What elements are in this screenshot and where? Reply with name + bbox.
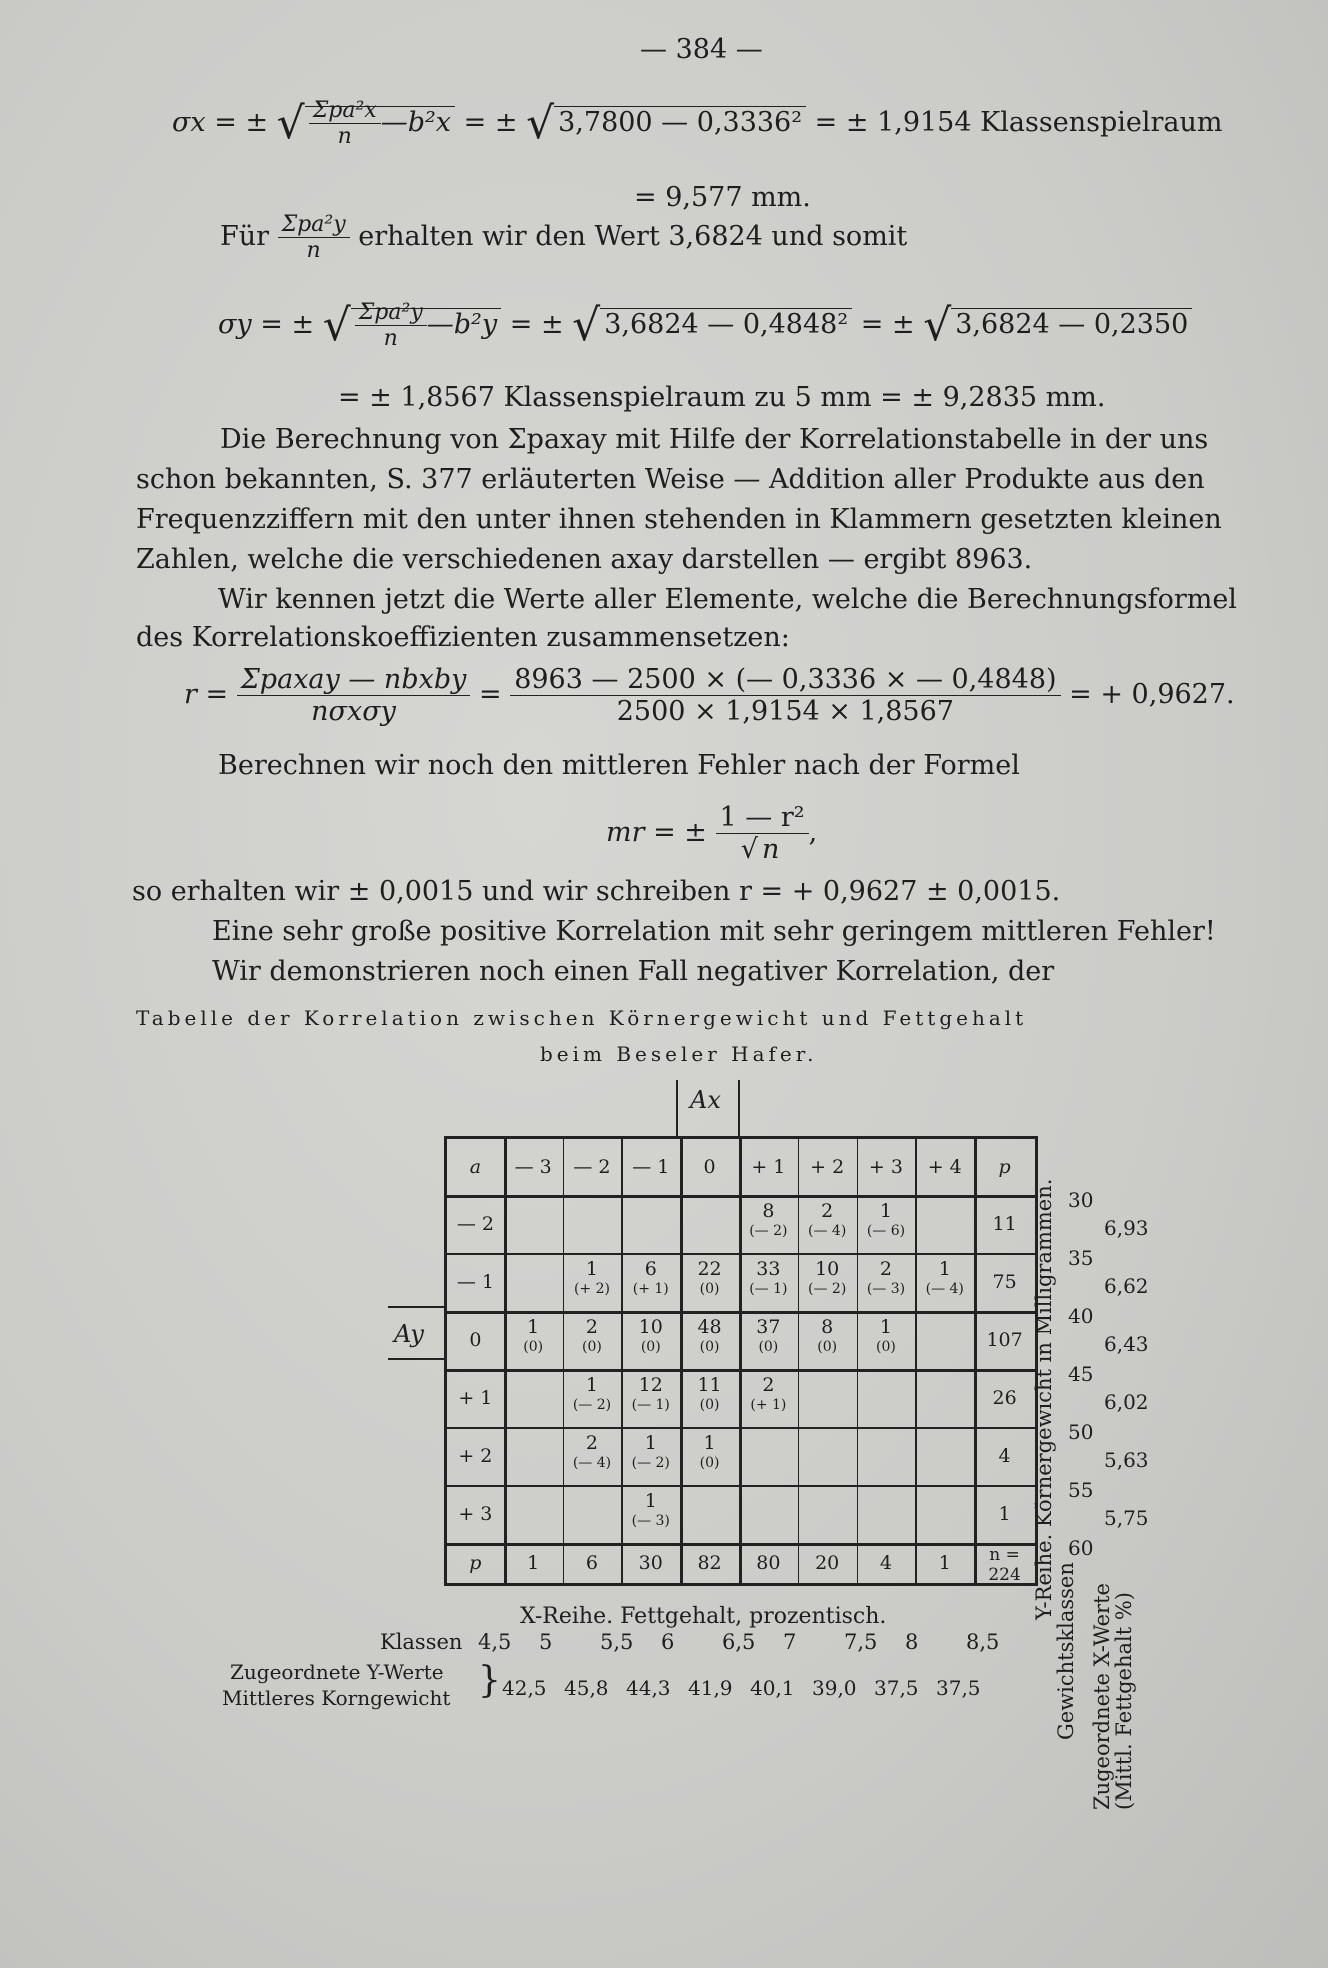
- klassen-value: 5: [539, 1630, 553, 1654]
- fuer-line: [220, 212, 907, 263]
- right-value: 6,02: [1104, 1390, 1149, 1414]
- equation-sigma-y: σy = ± √ $\frac{\text{Σpa²y}}{n}$ —b²y = ± √ 3,6824 — 0,4848² = ± √ 3,6824 — 0,2350: [218, 300, 1192, 351]
- ay-label: Ay: [394, 1320, 424, 1348]
- klassen-value: 5,5: [600, 1630, 634, 1654]
- table-cell: 8 (0): [817, 1316, 838, 1355]
- eqy-lhs: σy = ±: [218, 309, 315, 340]
- eqm-comma: ,: [808, 817, 818, 848]
- table-cell: 2 (— 3): [866, 1258, 906, 1297]
- eqy-frac-num: Σpa²y: [355, 300, 427, 326]
- para1-line3: Frequenzziffern mit den unter ihnen stehenden in Klammern gesetzten kleinen: [136, 504, 1222, 535]
- table-cell: 1 (— 2): [572, 1374, 612, 1413]
- klassen-value: 6: [661, 1630, 675, 1654]
- ax-label: Ax: [690, 1086, 721, 1114]
- col-total: 30: [638, 1552, 663, 1574]
- col-header: 0: [703, 1156, 716, 1178]
- eqr-num2: 8963 — 2500 × (— 0,3336 × — 0,4848): [510, 664, 1060, 696]
- table-cell: 10 (— 2): [808, 1258, 847, 1297]
- table-cell: 2 (+ 1): [750, 1374, 787, 1413]
- table-cell: 1 (— 6): [866, 1200, 906, 1239]
- zug-y-value: 37,5: [874, 1676, 919, 1700]
- fuer-prefix: Für: [220, 221, 270, 252]
- table-cell: 1 (— 3): [631, 1490, 670, 1529]
- eq-lhs: σx = ±: [172, 107, 269, 138]
- vertical-gewichtsklassen: Gewichtsklassen: [1054, 1562, 1078, 1740]
- table-cell: 6 (+ 1): [632, 1258, 669, 1297]
- row-total: 1: [998, 1503, 1011, 1525]
- eq-sqrt-arg: 3,7800 — 0,3336²: [554, 106, 806, 138]
- table-cell: 2 (— 4): [808, 1200, 847, 1239]
- row-header: + 2: [458, 1445, 493, 1467]
- eqr-den1: nσxσy: [311, 696, 396, 727]
- table-cell: 12 (— 1): [631, 1374, 670, 1413]
- para4: so erhalten wir ± 0,0015 und wir schreiben r = + 0,9627 ± 0,0015.: [132, 876, 1061, 907]
- table-cell: 1 (0): [876, 1316, 896, 1355]
- table-cell: 1 (+ 2): [573, 1258, 610, 1297]
- brace-icon: }: [478, 1660, 501, 1701]
- para1-line2: schon bekannten, S. 377 erläuterten Weise — Addition aller Produkte aus den: [136, 464, 1205, 495]
- klassen-label: Klassen: [380, 1630, 463, 1654]
- eqy-mid2: = ±: [860, 309, 915, 340]
- eq-minus: —b²x: [380, 107, 452, 138]
- eqy-minus: —b²y: [426, 309, 498, 340]
- table-cell: 22 (0): [697, 1258, 722, 1297]
- row-total: 11: [992, 1213, 1017, 1235]
- row-header: — 1: [456, 1271, 494, 1293]
- equation-r: [184, 664, 1235, 727]
- table-cell: 1 (— 4): [925, 1258, 964, 1297]
- right-class: 35: [1068, 1246, 1094, 1270]
- table-title-1: Tabelle der Korrelation zwischen Körnergewicht und Fettgehalt: [136, 1006, 1028, 1030]
- right-class: 60: [1068, 1536, 1094, 1560]
- para6: Wir demonstrieren noch einen Fall negativer Korrelation, der: [212, 956, 1055, 987]
- eqr-result: = + 0,9627.: [1069, 679, 1235, 710]
- zug-y-value: 40,1: [750, 1676, 795, 1700]
- table-cell: 2 (0): [582, 1316, 602, 1355]
- zug-y-value: 41,9: [688, 1676, 733, 1700]
- right-value: 5,63: [1104, 1448, 1149, 1472]
- para1-line4: Zahlen, welche die verschiedenen axay darstellen — ergibt 8963.: [136, 544, 1033, 575]
- right-value: 6,43: [1104, 1332, 1149, 1356]
- p-header: p: [998, 1156, 1011, 1178]
- vertical-y-reihe: Y-Reihe. Körnergewicht in Milligrammen.: [1032, 1178, 1056, 1620]
- col-total: 20: [815, 1552, 840, 1574]
- eqm-num: 1 — r²: [716, 802, 809, 834]
- para1-line1: Die Berechnung von Σpaxay mit Hilfe der Korrelationstabelle in der uns: [220, 424, 1209, 455]
- eqy-mid: = ±: [509, 309, 564, 340]
- zug-y-value: 39,0: [812, 1676, 857, 1700]
- col-total: 1: [527, 1552, 540, 1574]
- col-header: + 1: [751, 1156, 786, 1178]
- col-header: — 3: [514, 1156, 552, 1178]
- col-header: + 3: [868, 1156, 903, 1178]
- fuer-frac-num: Σpa²y: [278, 212, 350, 238]
- col-header: — 2: [573, 1156, 611, 1178]
- table-cell: 1 (— 2): [631, 1432, 670, 1471]
- zug-y-label-1: Zugeordnete Y-Werte: [230, 1660, 444, 1684]
- equation-mr: mr = ± $\frac{\text{1 — r²}}{√ n}$ ,: [606, 802, 818, 865]
- correlation-table: [444, 1136, 1038, 1586]
- klassen-value: 8,5: [966, 1630, 1000, 1654]
- right-class: 30: [1068, 1188, 1094, 1212]
- klassen-value: 7: [783, 1630, 797, 1654]
- table-cell: 10 (0): [638, 1316, 663, 1355]
- right-value: 6,93: [1104, 1216, 1149, 1240]
- page-number: — 384 —: [640, 34, 763, 65]
- table-cell: 1 (0): [699, 1432, 720, 1471]
- eq-frac-num: Σpa²x: [309, 98, 381, 124]
- col-total: 80: [756, 1552, 781, 1574]
- klassen-value: 4,5: [478, 1630, 512, 1654]
- table-cell: 1 (0): [523, 1316, 544, 1355]
- right-class: 40: [1068, 1304, 1094, 1328]
- n-total: n = 224: [988, 1545, 1021, 1585]
- col-header: — 1: [632, 1156, 670, 1178]
- para2-line2: des Korrelationskoeffizienten zusammensetzen:: [136, 622, 790, 653]
- col-total: 4: [879, 1552, 892, 1574]
- table-cell: 2 (— 4): [572, 1432, 612, 1471]
- para2-line1: Wir kennen jetzt die Werte aller Elemente, welche die Berechnungsformel: [218, 584, 1237, 615]
- col-header: + 4: [927, 1156, 962, 1178]
- row-total: 107: [986, 1329, 1023, 1351]
- eqr-lhs: r =: [184, 679, 229, 710]
- col-total: 1: [938, 1552, 951, 1574]
- eqr-den2: 2500 × 1,9154 × 1,8567: [616, 696, 954, 727]
- fuer-frac-den: n: [306, 238, 321, 263]
- right-class: 45: [1068, 1362, 1094, 1386]
- table-corner: a: [469, 1156, 482, 1178]
- zug-y-value: 42,5: [502, 1676, 547, 1700]
- row-header: + 1: [458, 1387, 493, 1409]
- table-cell: 8 (— 2): [749, 1200, 788, 1239]
- col-header: + 2: [810, 1156, 845, 1178]
- col-total: 82: [697, 1552, 722, 1574]
- klassen-value: 6,5: [722, 1630, 756, 1654]
- eqy-sqrt-arg1: 3,6824 — 0,4848²: [600, 308, 852, 340]
- row-total: 4: [998, 1445, 1011, 1467]
- eq-frac-den: n: [337, 124, 352, 149]
- zug-y-label-2: Mittleres Korngewicht: [222, 1686, 451, 1710]
- eqr-num1: Σpaxay — nbxby: [237, 664, 471, 696]
- eq-result: = ± 1,9154 Klassenspielraum: [814, 107, 1223, 138]
- equation-sigma-x-line2: = 9,577 mm.: [634, 182, 811, 213]
- row-total: 75: [992, 1271, 1017, 1293]
- eq-mid: = ±: [463, 107, 518, 138]
- row-header: — 2: [456, 1213, 494, 1235]
- klassen-value: 8: [905, 1630, 919, 1654]
- equation-sigma-y-line2: = ± 1,8567 Klassenspielraum zu 5 mm = ± 9,2835 mm.: [338, 382, 1106, 413]
- para3: Berechnen wir noch den mittleren Fehler nach der Formel: [218, 750, 1020, 781]
- right-class: 50: [1068, 1420, 1094, 1444]
- zug-y-value: 44,3: [626, 1676, 671, 1700]
- x-reihe-label: X-Reihe. Fettgehalt, prozentisch.: [520, 1604, 887, 1629]
- eqm-lhs: mr = ±: [606, 817, 707, 848]
- row-total: 26: [992, 1387, 1017, 1409]
- eqm-den: n: [758, 833, 783, 865]
- table-cell: 37 (0): [756, 1316, 781, 1355]
- zug-y-value: 37,5: [936, 1676, 981, 1700]
- zug-y-value: 45,8: [564, 1676, 609, 1700]
- table-cell: 33 (— 1): [749, 1258, 788, 1297]
- eqy-frac-den: n: [383, 326, 398, 351]
- equation-sigma-x: σx = ± √ $\frac{\text{Σpa²x}}{n}$ —b²x = ± √ 3,7800 — 0,3336² = ± 1,9154 Klassenspielraum: [172, 98, 1223, 149]
- table-cell: 48 (0): [697, 1316, 722, 1355]
- vertical-zugeordnete: Zugeordnete X-Werte: [1090, 1583, 1114, 1810]
- row-header: 0: [469, 1329, 482, 1351]
- table-title-2: beim Beseler Hafer.: [540, 1042, 818, 1066]
- col-total: 6: [585, 1552, 598, 1574]
- fuer-text: erhalten wir den Wert 3,6824 und somit: [358, 221, 908, 252]
- eqy-sqrt-arg2: 3,6824 — 0,2350: [951, 308, 1192, 340]
- table-cell: 11 (0): [697, 1374, 722, 1413]
- klassen-value: 7,5: [844, 1630, 878, 1654]
- p-footer: p: [469, 1552, 482, 1574]
- row-header: + 3: [458, 1503, 493, 1525]
- eqr-eq: =: [478, 679, 502, 710]
- right-value: 6,62: [1104, 1274, 1149, 1298]
- right-class: 55: [1068, 1478, 1094, 1502]
- vertical-mittl-fettgehalt: (Mittl. Fettgehalt %): [1112, 1592, 1136, 1810]
- right-value: 5,75: [1104, 1506, 1149, 1530]
- para5: Eine sehr große positive Korrelation mit sehr geringem mittleren Fehler!: [212, 916, 1216, 947]
